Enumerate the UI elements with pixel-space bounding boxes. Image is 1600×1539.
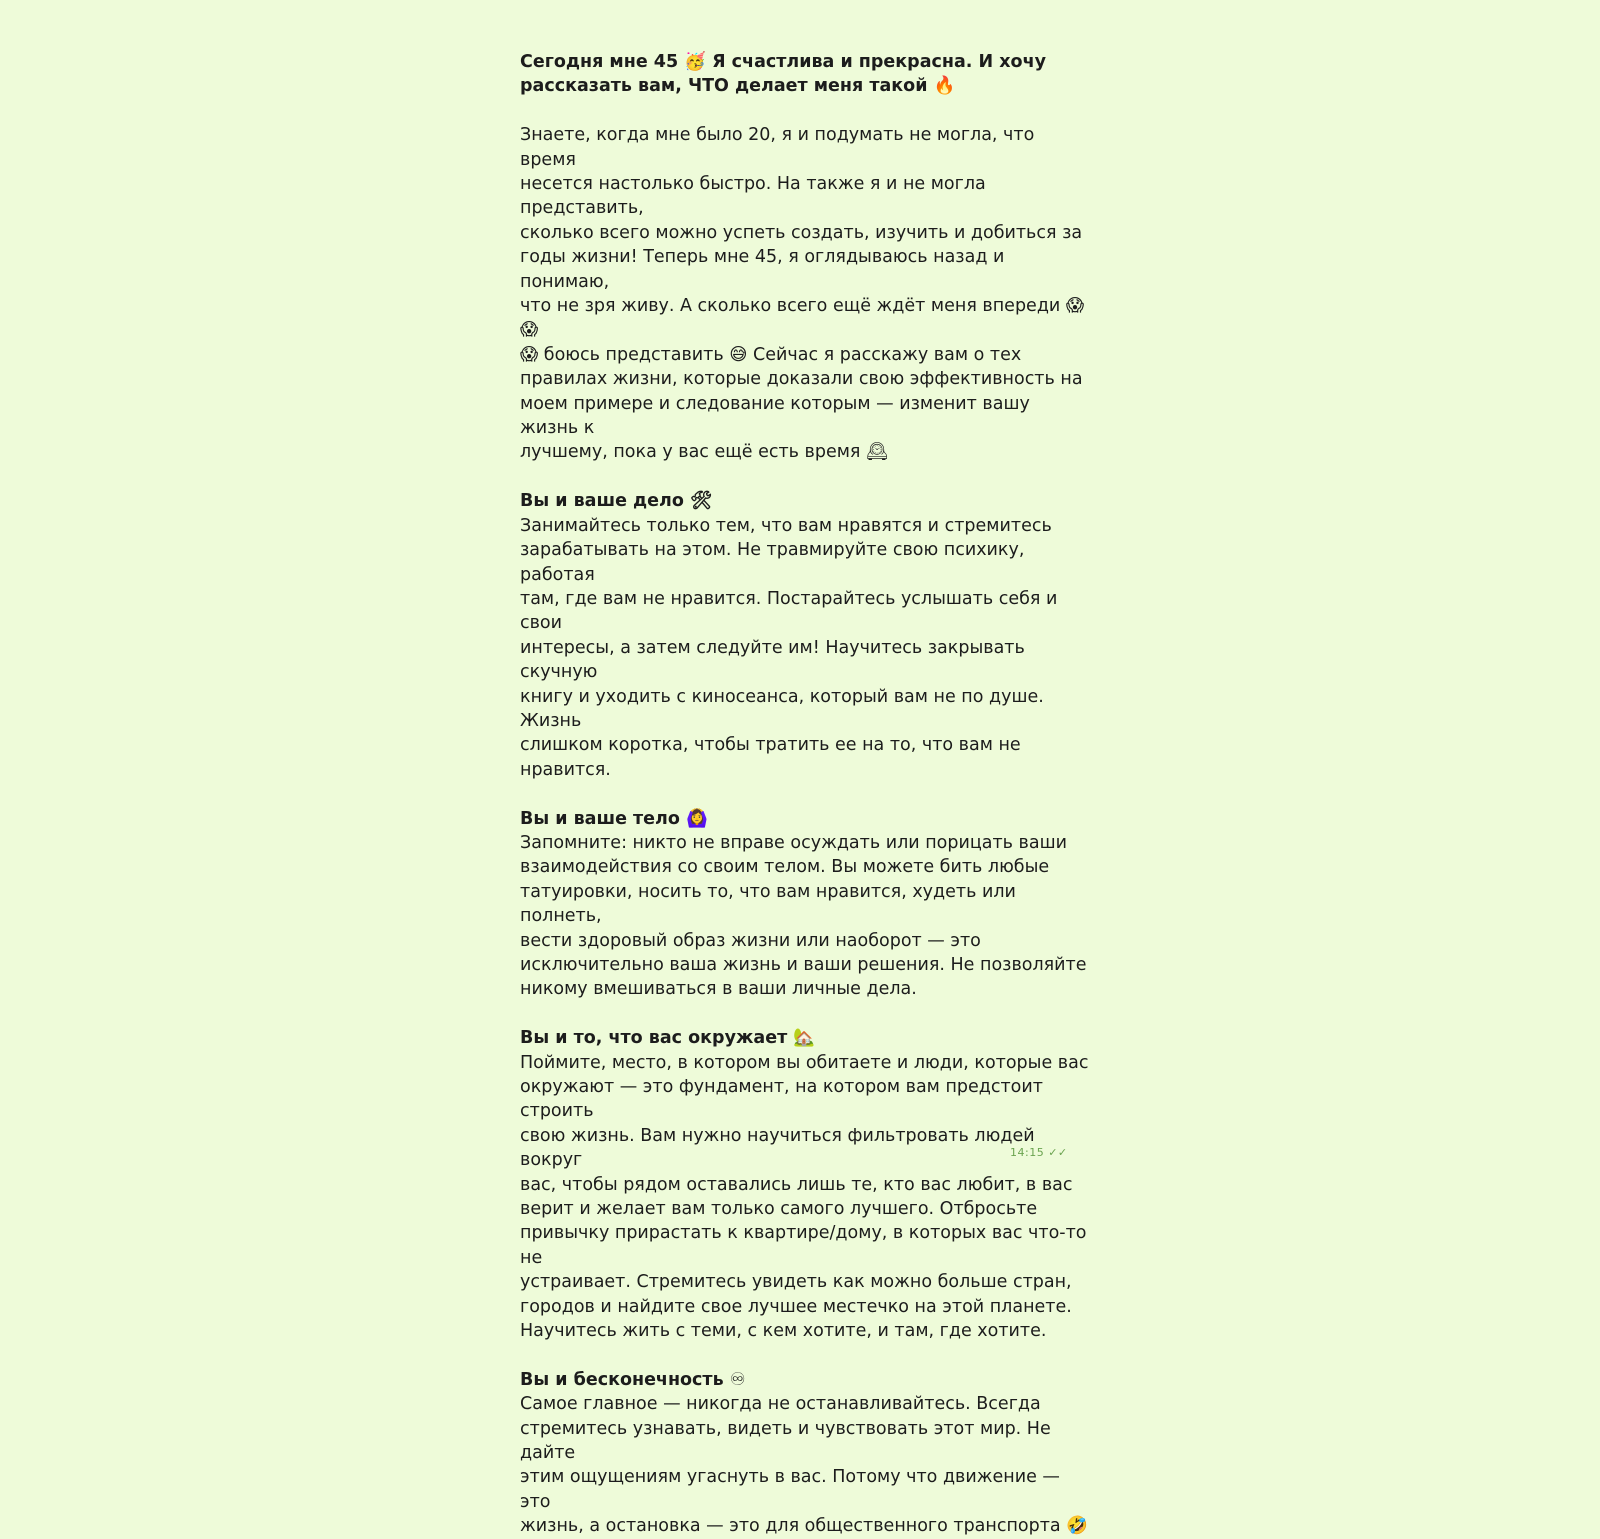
message-intro: Знаете, когда мне было 20, я и подумать не могла, что время несется настолько быстро. На также я и не могла представить, сколько всего можно успеть создать, изучить и добиться за годы жизни! Теперь мне 45, я оглядываюсь назад и понимаю, что не зря живу. А сколько всего ещё ждёт меня впереди 😱😱 😱 боюсь представить 😅 Сейчас я расскажу вам о тех правилах жизни, которые доказали свою эффективность на моем примере и следование которым — изменит вашу жизнь к лучшему, пока у вас ещё есть время 🕰 [520, 125, 1085, 463]
section-infinity [520, 1368, 1090, 1539]
section-work [520, 489, 1090, 782]
section-heading-work: Вы и ваше дело 🛠 [520, 491, 713, 512]
section-body-body: Запомните: никто не вправе осуждать или порицать ваши взаимодействия со своим телом. Вы можете бить любые татуировки, носить то, что вам нравится, худеть или полнеть, вести здоровый образ жизни или наоборот — это исключительно ваша жизнь и ваши решения. Не позволяйте никому вмешиваться в ваши личные дела. [520, 832, 1087, 1000]
section-heading-infinity: Вы и бесконечность ♾ [520, 1369, 746, 1390]
message-bubble [520, 50, 1090, 1537]
section-body-rules [520, 807, 1090, 1002]
section-body-work: Занимайтесь только тем, что вам нравятся и стремитесь зарабатывать на этом. Не травмируйте свою психику, работая там, где вам не нравится. Постарайтесь услышать себя и свои интересы, а затем следуйте им! Научитесь закрывать скучную книгу и уходить с киносеанса, который вам не по душе. Жизнь слишком коротка, чтобы тратить ее на то, что вам не нравится. [520, 515, 1058, 780]
message-title: Сегодня мне 45 🥳 Я счастлива и прекрасна. И хочу рассказать вам, ЧТО делает меня такой 🔥 [520, 52, 1046, 97]
message-timestamp: 14:15 ✓✓ [1010, 1146, 1068, 1159]
section-heading-body: Вы и ваше тело 🙆‍♀️ [520, 808, 708, 829]
section-heading-surroundings: Вы и то, что вас окружает 🏡 [520, 1028, 816, 1049]
section-surroundings [520, 1026, 1090, 1343]
section-body-surroundings: Поймите, место, в котором вы обитаете и люди, которые вас окружают — это фундамент, на котором вам предстоит строить свою жизнь. Вам нужно научиться фильтровать людей вокруг вас, чтобы рядом оставались лишь те, кто вас любит, в вас верит и желает вам только самого лучшего. Отбросьте привычку прирастать к квартире/дому, в которых вас что-то не устраивает. Стремитесь увидеть как можно больше стран, городов и найдите свое лучшее местечко на этой планете. Научитесь жить с теми, с кем хотите, и там, где хотите. [520, 1052, 1089, 1342]
section-body-infinity: Самое главное — никогда не останавливайтесь. Всегда стремитесь узнавать, видеть и чувствовать этот мир. Не дайте этим ощущениям угаснуть в вас. Потому что движение — это жизнь, а остановка — это для общественного транспорта 🤣 [520, 1394, 1088, 1537]
